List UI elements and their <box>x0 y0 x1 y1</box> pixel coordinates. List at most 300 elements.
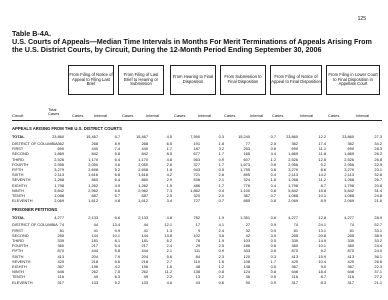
cases-cell: 116 <box>347 274 354 280</box>
interval-cell: 2.6 <box>166 161 172 167</box>
interval-cell: 5.2 <box>114 279 120 285</box>
interval-cell: 6.6 <box>114 187 120 193</box>
interval-cell: 4.6 <box>114 161 120 167</box>
interval-cell: 33.2 <box>374 238 382 243</box>
circuit-name: SECOND <box>12 232 29 238</box>
interval-cell: 21.1 <box>374 279 382 285</box>
cases-cell: 339 <box>347 238 354 243</box>
table-row <box>12 198 382 204</box>
cases-cell: 42 <box>245 232 250 238</box>
interval-cell: 0.4 <box>270 172 276 178</box>
interval-cell: 11.2 <box>164 269 172 275</box>
total-cases-cell: 1,869 <box>54 151 64 157</box>
cases-cell: 268 <box>91 141 98 146</box>
circuit-header: Circuit <box>12 113 24 118</box>
circuit-name: TOTAL <box>12 215 25 221</box>
interval-cell: 26.6 <box>374 258 382 264</box>
interval-cell: 10.1 <box>318 243 326 249</box>
interval-cell: 8.7 <box>320 182 326 188</box>
cases-cell: 133 <box>141 279 148 285</box>
interval-cell: 6.4 <box>114 177 120 183</box>
circuit-name: SIXTH <box>12 172 24 178</box>
total-cases-cell: 2,069 <box>54 198 64 204</box>
interval-header: Interval <box>356 113 370 118</box>
cases-cell: 721 <box>193 172 200 178</box>
interval-cell: 36.1 <box>374 253 382 259</box>
cases-cell: 148 <box>243 264 250 269</box>
cases-cell: 108 <box>243 258 250 264</box>
cases-cell: 2,133 <box>138 215 148 221</box>
total-cases-cell: 23,860 <box>52 134 64 139</box>
cases-cell: 367 <box>347 264 354 269</box>
interval-cell: 3.2 <box>218 146 224 152</box>
total-cases-header: Total Cases <box>48 107 60 117</box>
circuit-name: FIRST <box>12 227 24 233</box>
cases-cell: 13 <box>195 274 200 280</box>
cases-cell: 1,612 <box>138 198 148 204</box>
interval-cell: 1.7 <box>270 258 276 264</box>
cases-cell: 187 <box>193 146 200 152</box>
interval-cell: 8.9 <box>320 198 326 204</box>
interval-cell: 10.1 <box>112 232 120 238</box>
interval-cell: 1.7 <box>166 146 172 152</box>
interval-cell: 5.8 <box>114 151 120 157</box>
total-cases-cell: 2,526 <box>54 156 64 162</box>
header-group-lower-court-to-disposition <box>326 65 380 95</box>
cases-cell: 253 <box>243 146 250 152</box>
circuit-name: SIXTH <box>12 253 24 259</box>
total-cases-cell: 5,842 <box>54 187 64 193</box>
interval-cell: 9.9 <box>114 227 120 233</box>
interval-cell: 1.2 <box>270 156 276 162</box>
cases-cell: 29 <box>195 243 200 249</box>
cases-cell: 2,113 <box>288 172 298 178</box>
section-title: APPEALS ARISING FROM THE U.S. DISTRICT COURTS <box>12 126 122 131</box>
cases-cell: 110 <box>193 258 200 264</box>
cases-cell: 2,069 <box>344 198 354 204</box>
cases-cell: 413 <box>347 253 354 259</box>
cases-cell: 2,698 <box>88 167 98 172</box>
interval-cell: 24.1 <box>318 222 326 228</box>
interval-cell: 12.8 <box>318 156 326 162</box>
cases-cell: 188 <box>243 243 250 249</box>
total-cases-cell: 116 <box>57 274 64 280</box>
cases-cell: 842 <box>141 151 148 157</box>
header-rule <box>12 120 382 121</box>
cases-cell: 2,698 <box>138 167 148 172</box>
cases-cell: 265 <box>291 232 298 238</box>
interval-cell: 6.6 <box>114 215 120 221</box>
interval-cell: 1.8 <box>166 167 172 172</box>
cases-cell: 1,100 <box>240 187 250 193</box>
total-cases-cell: 339 <box>57 238 64 243</box>
header-group-label: From Filing of Notice of Appeal to Final Disposition <box>271 74 321 84</box>
cases-cell: 15,467 <box>86 134 98 139</box>
cases-cell: 360 <box>291 243 298 249</box>
cases-cell: 2,956 <box>344 161 354 167</box>
interval-cell: 31.4 <box>374 187 382 193</box>
interval-cell: 15.8 <box>318 187 326 193</box>
cases-cell: 120 <box>243 253 250 259</box>
interval-header: Interval <box>94 113 108 118</box>
cases-cell: 218 <box>91 258 98 264</box>
circuit-name: DISTRICT OF COLUMBIA <box>12 141 58 146</box>
interval-cell: 11.8 <box>318 151 326 157</box>
cases-cell: 81 <box>349 227 354 233</box>
interval-cell: 8.3 <box>320 279 326 285</box>
circuit-name: FOURTH <box>12 243 29 249</box>
interval-cell: 10.1 <box>318 193 326 198</box>
interval-cell: 0.4 <box>218 187 224 193</box>
interval-cell: 8.1 <box>114 238 120 243</box>
cases-cell: 870 <box>347 248 354 254</box>
header-group-submission-to-disposition <box>220 65 266 95</box>
cases-cell: 102 <box>193 232 200 238</box>
cases-cell: 367 <box>243 193 250 198</box>
cases-cell: 74 <box>349 222 354 228</box>
interval-cell: 0.5 <box>270 264 276 269</box>
interval-cell: 4.2 <box>114 264 120 269</box>
header-group-last-brief-to-hearing <box>118 65 164 95</box>
interval-cell: 26.2 <box>374 151 382 157</box>
cases-cell: 429 <box>291 258 298 264</box>
cases-cell: 77 <box>245 141 250 146</box>
interval-cell: 2.0 <box>218 193 224 198</box>
interval-cell: 6.8 <box>114 172 120 178</box>
cases-cell: 7,590 <box>190 134 200 139</box>
interval-cell: 8.7 <box>320 274 326 280</box>
interval-cell: 13.1 <box>318 227 326 233</box>
interval-cell: 7.3 <box>166 187 172 193</box>
cases-header: Cases <box>224 113 236 118</box>
interval-cell: 3.9 <box>270 232 276 238</box>
cases-cell: 943 <box>193 167 200 172</box>
cases-cell: 1,351 <box>240 215 250 221</box>
cases-cell: 1,798 <box>344 182 354 188</box>
interval-cell: 3.4 <box>166 198 172 204</box>
cases-cell: 860 <box>91 177 98 183</box>
cases-cell: 15,240 <box>238 134 250 139</box>
interval-cell: 6.3 <box>114 274 120 280</box>
interval-cell: 0.9 <box>270 227 276 233</box>
cases-cell: 265 <box>347 232 354 238</box>
interval-cell: 2.3 <box>218 253 224 259</box>
interval-cell: 0.9 <box>270 222 276 228</box>
cases-cell: 32 <box>245 227 250 233</box>
circuit-name: SEVENTH <box>12 258 31 264</box>
table-row <box>12 280 382 286</box>
interval-cell: 0.7 <box>218 198 224 204</box>
interval-cell: 4.8 <box>114 198 120 204</box>
interval-cell: 1.7 <box>218 161 224 167</box>
interval-cell: 26.8 <box>374 156 382 162</box>
interval-cell: 2.6 <box>218 172 224 178</box>
cases-cell: 1,268 <box>344 177 354 183</box>
interval-cell: 0.7 <box>270 193 276 198</box>
interval-cell: 0.5 <box>270 238 276 243</box>
cases-cell: 36 <box>245 274 250 280</box>
cases-cell: 196 <box>91 264 98 269</box>
header-group-label: From Filing of Notice of Appeal to Filing Last Brief <box>69 72 113 87</box>
interval-cell: 2.4 <box>218 227 224 233</box>
interval-cell: 1.6 <box>218 258 224 264</box>
cases-cell: 317 <box>347 279 354 285</box>
cases-cell: 81 <box>293 227 298 233</box>
cases-cell: 440 <box>141 146 148 152</box>
table-row <box>12 215 382 221</box>
cases-cell: 181 <box>141 238 148 243</box>
circuit-name: SECOND <box>12 151 29 157</box>
interval-cell: 0.8 <box>270 167 276 172</box>
interval-cell: 11.1 <box>318 146 326 152</box>
cases-cell: 268 <box>141 141 148 146</box>
interval-cell: 52.7 <box>374 222 382 228</box>
cases-header: Cases <box>328 113 340 118</box>
interval-cell: 5.6 <box>114 258 120 264</box>
interval-cell: 1.6 <box>166 264 172 269</box>
cases-cell: 124 <box>243 269 250 275</box>
interval-header: Interval <box>146 113 160 118</box>
cases-header: Cases <box>72 113 84 118</box>
cases-cell: 2,956 <box>288 161 298 167</box>
interval-cell: 0.7 <box>270 134 276 139</box>
cases-cell: 90 <box>245 279 250 285</box>
interval-cell: 0.3 <box>218 134 224 139</box>
interval-cell: 38.9 <box>374 232 382 238</box>
interval-cell: 4.8 <box>166 156 172 162</box>
total-cases-cell: 429 <box>57 258 64 264</box>
cases-cell: 2,113 <box>344 172 354 178</box>
cases-cell: 1,262 <box>138 182 148 188</box>
interval-cell: 5.7 <box>114 193 120 198</box>
cases-cell: 317 <box>291 279 298 285</box>
cases-cell: 17 <box>195 222 200 228</box>
circuit-name: EIGHTH <box>12 264 27 269</box>
interval-cell: 2.5 <box>166 193 172 198</box>
interval-cell: 2.1 <box>166 248 172 254</box>
header-group-label: From Hearing to Final Disposition <box>172 74 214 84</box>
cases-cell: 138 <box>193 269 200 275</box>
cases-cell: 49 <box>93 274 98 280</box>
cases-cell: 111 <box>194 248 200 254</box>
cases-cell: 362 <box>347 141 354 146</box>
circuit-name: TENTH <box>12 193 25 198</box>
cases-cell: 4,277 <box>288 215 298 221</box>
cases-cell: 1,170 <box>138 156 148 162</box>
cases-cell: 5,842 <box>344 187 354 193</box>
interval-cell: 6.2 <box>166 238 172 243</box>
cases-cell: 217 <box>141 243 148 249</box>
interval-cell: 2.2 <box>218 274 224 280</box>
cases-cell: 2,069 <box>288 198 298 204</box>
interval-cell: 4.1 <box>218 222 224 228</box>
cases-cell: 84 <box>195 253 200 259</box>
cases-cell: 842 <box>91 151 98 157</box>
interval-cell: 0.5 <box>270 274 276 280</box>
cases-cell: 144 <box>141 232 148 238</box>
interval-cell: 22.3 <box>374 264 382 269</box>
interval-header: Interval <box>300 113 314 118</box>
cases-cell: 687 <box>141 193 148 198</box>
header-group-hearing-to-disposition <box>170 65 216 95</box>
cases-cell: 49 <box>143 274 148 280</box>
cases-cell: 204 <box>91 253 98 259</box>
cases-cell: 41 <box>93 227 98 233</box>
interval-cell: 22.9 <box>374 161 382 167</box>
cases-header: Cases <box>272 113 284 118</box>
cases-cell: 27 <box>245 222 250 228</box>
interval-cell: 2.2 <box>166 274 172 280</box>
interval-cell: 4.8 <box>166 215 172 221</box>
interval-cell: 1.3 <box>166 227 172 233</box>
interval-cell: 4.5 <box>166 134 172 139</box>
cases-cell: 690 <box>347 146 354 152</box>
total-cases-cell: 870 <box>57 248 64 254</box>
interval-cell: 0.8 <box>270 269 276 275</box>
interval-cell: 3.6 <box>218 232 224 238</box>
interval-cell: 28.9 <box>374 215 382 221</box>
total-cases-cell: 2,113 <box>54 172 64 178</box>
cases-cell: 1,616 <box>88 172 98 178</box>
interval-cell: 24.4 <box>374 243 382 249</box>
interval-cell: 4.4 <box>270 151 276 157</box>
circuit-name: FIFTH <box>12 167 24 172</box>
cases-cell: 536 <box>193 177 200 183</box>
cases-cell: 103 <box>243 238 250 243</box>
cases-cell: 444 <box>91 248 98 254</box>
interval-cell: 0.6 <box>270 215 276 221</box>
circuit-name: NINTH <box>12 187 24 193</box>
interval-cell: 8.6 <box>320 167 326 172</box>
circuit-name: FOURTH <box>12 161 29 167</box>
header-group-label: From Filing in Lower Court to Final Disposition in Appellate Court <box>328 72 378 87</box>
cases-cell: 677 <box>193 151 200 157</box>
cases-cell: 646 <box>347 269 354 275</box>
total-cases-cell: 317 <box>57 279 64 285</box>
cases-cell: 440 <box>91 146 98 152</box>
interval-cell: 14.9 <box>318 238 326 243</box>
interval-cell: 2.7 <box>166 258 172 264</box>
interval-cell: 4.6 <box>166 279 172 285</box>
interval-cell: 2.4 <box>166 243 172 249</box>
interval-cell: 2.9 <box>166 177 172 183</box>
header-group-label: From Submission to Final Disposition <box>224 74 262 84</box>
cases-cell: 333 <box>243 248 250 254</box>
interval-cell: 0.8 <box>270 187 276 193</box>
total-cases-cell: 3,279 <box>54 167 64 172</box>
table-title <box>12 30 382 54</box>
cases-cell: 204 <box>141 253 148 259</box>
cases-cell: 377 <box>193 161 200 167</box>
cases-cell: 3,279 <box>288 167 298 172</box>
total-cases-cell: 265 <box>57 232 64 238</box>
interval-cell: 0.8 <box>270 161 276 167</box>
interval-cell: 9.0 <box>320 264 326 269</box>
title-line: U.S. Courts of Appeals—Median Time Intervals in Months For Merit Terminations of Appeals Arising From <box>12 37 372 46</box>
cases-cell: 1,088 <box>288 193 298 198</box>
cases-header: Cases <box>174 113 186 118</box>
cases-header: Cases <box>122 113 134 118</box>
page-number: 125 <box>357 16 366 22</box>
cases-cell: 1,262 <box>88 182 98 188</box>
interval-cell: 2.5 <box>270 141 276 146</box>
interval-cell: 13.8 <box>164 232 172 238</box>
interval-cell: 17.4 <box>318 141 326 146</box>
header-group-notice-to-last-brief <box>68 65 114 95</box>
circuit-name: DISTRICT OF COLUMBIA <box>12 222 58 228</box>
cases-cell: 165 <box>243 151 250 157</box>
cases-cell: 320 <box>193 193 200 198</box>
interval-cell: 9.2 <box>320 161 326 167</box>
interval-cell: 0.8 <box>270 146 276 152</box>
interval-cell: 26.7 <box>374 177 382 183</box>
cases-cell: 74 <box>293 222 298 228</box>
cases-cell: 690 <box>291 146 298 152</box>
cases-cell: 367 <box>291 264 298 269</box>
total-cases-cell: 413 <box>57 253 64 259</box>
cases-cell: 191 <box>193 141 200 146</box>
total-cases-cell: 1,088 <box>54 193 64 198</box>
cases-cell: 218 <box>141 258 148 264</box>
cases-cell: 48 <box>195 264 200 269</box>
header-group-label: From Filing of Last Brief to Hearing or Submission <box>123 72 159 87</box>
cases-cell: 444 <box>141 248 148 254</box>
cases-cell: 2,133 <box>88 215 98 221</box>
interval-cell: 15.9 <box>318 253 326 259</box>
interval-cell: 12.8 <box>318 215 326 221</box>
interval-cell: 1.8 <box>270 177 276 183</box>
total-cases-cell: 360 <box>57 243 64 249</box>
cases-cell: 3,279 <box>344 167 354 172</box>
cases-cell: 1,170 <box>88 156 98 162</box>
cases-cell: 1,869 <box>288 151 298 157</box>
interval-cell: 10.4 <box>318 258 326 264</box>
cases-cell: 870 <box>291 248 298 254</box>
interval-cell: 24.0 <box>374 248 382 254</box>
interval-cell: 24.8 <box>374 193 382 198</box>
cases-cell: 41 <box>143 227 148 233</box>
circuit-name: THIRD <box>12 156 24 162</box>
interval-cell: 12.1 <box>164 222 172 228</box>
cases-cell: 133 <box>91 279 98 285</box>
interval-cell: 7.5 <box>114 269 120 275</box>
circuit-name: TOTAL <box>12 134 25 139</box>
cases-cell: 429 <box>347 258 354 264</box>
circuit-name: SEVENTH <box>12 177 31 183</box>
cases-cell: 2,962 <box>138 187 148 193</box>
total-cases-cell: 2,956 <box>54 161 64 167</box>
circuit-name: FIFTH <box>12 248 24 254</box>
interval-cell: 20.8 <box>374 182 382 188</box>
cases-cell: 1,616 <box>138 172 148 178</box>
cases-cell: 776 <box>243 182 250 188</box>
cases-cell: 1,862 <box>190 187 200 193</box>
interval-cell: 14.2 <box>318 172 326 178</box>
cases-cell: 23,860 <box>342 134 354 139</box>
cases-cell: 1,755 <box>240 167 250 172</box>
table-row <box>12 134 382 140</box>
interval-cell: 4.2 <box>166 172 172 178</box>
interval-cell: 32.8 <box>374 172 382 178</box>
interval-cell: 21.6 <box>374 198 382 204</box>
cases-cell: 486 <box>193 182 200 188</box>
total-cases-cell: 646 <box>57 269 64 275</box>
total-cases-cell: 74 <box>59 222 64 228</box>
interval-cell: 5.7 <box>114 134 120 139</box>
cases-cell: 2,050 <box>88 161 98 167</box>
circuit-name: ELEVENTH <box>12 198 33 204</box>
cases-cell: 9 <box>197 227 200 233</box>
